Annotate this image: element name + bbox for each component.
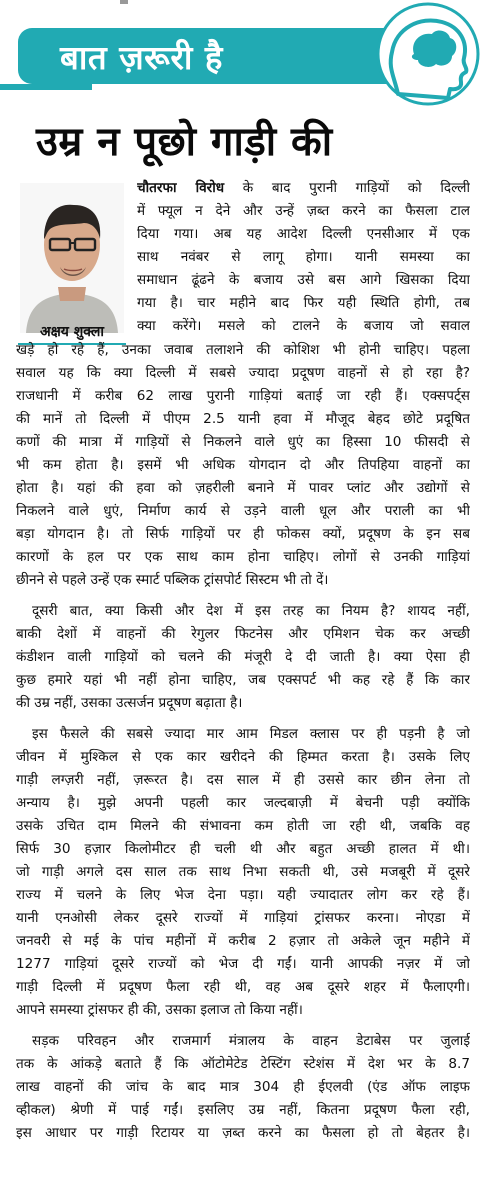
body-line: व्हीकल) श्रेणी में पाई गईं। इसलिए उम्र नहीं, कितना प्रदूषण फैला रही, [16,1102,470,1118]
body-line: चौतरफा विरोध के बाद पुरानी गाड़ियों को दिल्ली [137,180,470,196]
body-line: दिया गया। अब यह आदेश दिल्ली एनसीआर में एक [137,226,470,242]
body-line: अन्याय है। मुझे अपनी पहली कार जल्दबाज़ी में बेचनी पड़ी क्योंकि [16,795,470,811]
body-line: बड़ा योगदान है। तो सिर्फ गाड़ियों पर ही फोकस क्यों, प्रदूषण के इन सब [16,526,470,542]
body-line: निकलने वाले धुएं, निर्माण कार्य से उड़ने वाली धूल और पराली का भी [16,503,470,519]
body-line: गया है। चार महीने बाद फिर यही स्थिति होगी, तब [137,295,470,311]
body-line: इस फैसले की सबसे ज्यादा मार आम मिडल क्लास पर ही पड़नी है जो [32,726,470,742]
body-line: जनवरी से मई के पांच महीनों में करीब 2 हज़ार तो अकेले जून महीने में [16,933,470,949]
body-line: बाकी देशों में वाहनों की रेगुलर फिटनेस और एमिशन चेक कर अच्छी [16,626,470,642]
body-line: गाड़ी लग्ज़री नहीं, ज़रूरत है। दस साल में ही उससे कार छीन लेना तो [16,772,470,788]
body-line: जो गाड़ी अगले दस साल तक साथ निभा सकती थी, उसे मजबूरी में दूसरे [16,864,470,880]
author-byline: अक्षय शुक्ला [40,324,104,340]
body-line: साथ नवंबर से लागू होगा। यानी समस्या का [137,249,470,265]
article-headline: उम्र न पूछो गाड़ी की [36,119,333,165]
body-line: होता है। यहां की हवा को ज़हरीली बनाने में पावर प्लांट और उद्योगों से [16,480,470,496]
body-line: कंडीशन वाली गाड़ियों को चलने की मंजूरी दे दी जाती है। क्या ऐसा ही [16,649,470,665]
body-line: में फ्यूल न देने और उन्हें ज़ब्त करने का फैसला टाल [137,203,470,219]
body-line: उसके उचित दाम मिलने की संभावना कम होती जा रही थी, जबकि वह [16,818,470,834]
author-photo [20,183,124,333]
body-line: इस आधार पर गाड़ी रिटायर या ज़ब्त करने का फैसला हो तो बेहतर है। [16,1125,470,1141]
body-line: तक के आंकड़े बताते हैं कि ऑटोमेटेड टेस्टिंग स्टेशंस में देश भर के 8.7 [16,1056,470,1072]
body-line: राजधानी में करीब 62 लाख पुरानी गाड़ियां बताई जा रही हैं। एक्सपर्ट्स [16,388,470,404]
clipping-mark [120,0,128,4]
body-line: क्या करेंगे। मसले को टालने के बजाय जो सवाल [137,318,470,334]
body-line: यानी एनओसी लेकर दूसरे राज्यों में गाड़ियां ट्रांसफर करना। नोएडा में [16,910,470,926]
body-line: भी कम होता है। इसमें भी अधिक योगदान दो और तिपहिया वाहनों का [16,457,470,473]
body-line: 1277 गाड़ियां दूसरे राज्यों को भेज दी गईं। यानी आपकी नज़र में जो [16,956,470,972]
body-line: खड़े हो रहे हैं, उनका जवाब तलाशने की कोशिश भी होनी चाहिए। पहला [16,342,470,358]
column-title: बात ज़रूरी है [60,38,223,77]
body-line: राज्य में चलने के लिए भेज देना पड़ा। यही ज्यादातर लोग कर रहे हैं। [16,887,470,903]
lead-word: चौतरफा विरोध [137,180,225,196]
body-line: सिर्फ 30 हज़ार किलोमीटर ही चली थी और बहुत अच्छी हालत में थी। [16,841,470,857]
column-banner [18,28,390,84]
body-line: लाख वाहनों की जांच के बाद मात्र 304 ही ईएलवी (एंड ऑफ लाइफ [16,1079,470,1095]
body-line: कणों की मात्रा में गाड़ियों से निकलने वाले धुएं का हिस्सा 10 फीसदी से [16,434,470,450]
body-line: की उम्र नहीं, उसका उत्सर्जन प्रदूषण बढ़ाता है। [16,695,243,711]
body-line: की मानें तो दिल्ली में पीएम 2.5 यानी हवा में मौजूद बेहद छोटे प्रदूषित [16,411,470,427]
body-line: आपने समस्या ट्रांसफर ही की, उसका इलाज तो किया नहीं। [16,1002,303,1018]
banner-underline [0,84,92,90]
body-line: सवाल यह कि क्या दिल्ली में सबसे ज्यादा प्रदूषण वाहनों से हो रहा है? [16,365,470,381]
body-line: कारणों के हल पर एक साथ काम होना चाहिए। लोगों से उनकी गाड़ियां [16,549,470,565]
body-line: दूसरी बात, क्या किसी और देश में इस तरह का नियम है? शायद नहीं, [32,603,470,619]
body-line: समाधान ढूंढने के बजाय उसे बस आगे खिसका दिया [137,272,470,288]
body-line: जीवन में मुश्किल से एक कार खरीदने की हिम्मत करता है। उसके लिए [16,749,470,765]
body-line: सड़क परिवहन और राजमार्ग मंत्रालय के वाहन डेटाबेस पर जुलाई [32,1033,470,1049]
body-line: गाड़ी दिल्ली में प्रदूषण फैला रही थी, वह अब दूसरे शहर में फैलाएगी। [16,979,470,995]
body-line: कुछ हमारे यहां भी नहीं होना चाहिए, जब एक्सपर्ट भी कह रहे हैं कि कार [16,672,470,688]
body-line: छीनने से पहले उन्हें एक स्मार्ट पब्लिक ट्रांसपोर्ट सिस्टम भी तो दें। [16,572,329,588]
head-profile-icon [358,2,484,106]
